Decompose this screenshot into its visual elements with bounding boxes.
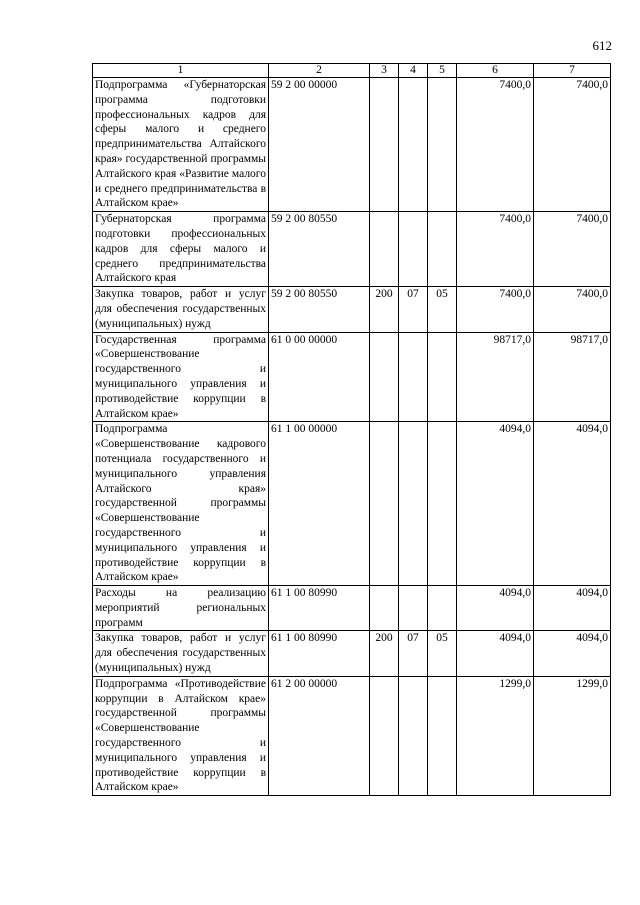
column-header: 2 xyxy=(269,64,370,78)
row-col4 xyxy=(399,78,428,212)
row-col3 xyxy=(370,78,399,212)
row-col3 xyxy=(370,586,399,631)
row-col5 xyxy=(428,422,457,586)
row-amount-7: 7400,0 xyxy=(534,212,611,287)
row-amount-7: 98717,0 xyxy=(534,332,611,422)
row-col5 xyxy=(428,676,457,795)
row-col5: 05 xyxy=(428,631,457,676)
row-amount-7: 4094,0 xyxy=(534,422,611,586)
table-row xyxy=(93,332,611,422)
row-amount-7: 1299,0 xyxy=(534,676,611,795)
row-amount-6: 7400,0 xyxy=(457,287,534,332)
row-code: 59 2 00 00000 xyxy=(269,78,370,212)
row-col4: 07 xyxy=(399,287,428,332)
column-header: 7 xyxy=(534,64,611,78)
row-name: Губернаторская программа подготовки профессиональных кадров для сферы малого и среднего предпринимательства Алтайского края xyxy=(93,212,269,287)
row-col4 xyxy=(399,586,428,631)
row-col3 xyxy=(370,676,399,795)
row-col4 xyxy=(399,676,428,795)
row-code: 61 1 00 80990 xyxy=(269,586,370,631)
row-name: Расходы на реализацию мероприятий региональных программ xyxy=(93,586,269,631)
row-col4: 07 xyxy=(399,631,428,676)
row-col5 xyxy=(428,586,457,631)
column-header: 3 xyxy=(370,64,399,78)
row-col4 xyxy=(399,332,428,422)
row-name: Подпрограмма «Совершенствование кадрового потенциала государственного и муниципального управления Алтайского края» государственной программы «Совершенствование государственного и муниципального управления и противодействие коррупции в Алтайском крае» xyxy=(93,422,269,586)
column-header: 1 xyxy=(93,64,269,78)
row-amount-7: 7400,0 xyxy=(534,78,611,212)
table-row xyxy=(93,586,611,631)
table-row xyxy=(93,422,611,586)
row-name: Подпрограмма «Противодействие коррупции в Алтайском крае» государственной программы «Совершенствование государственного и муниципального управления и противодействие коррупции в Алтайском крае» xyxy=(93,676,269,795)
table-header-row xyxy=(93,64,611,78)
row-col4 xyxy=(399,212,428,287)
row-col3 xyxy=(370,332,399,422)
row-code: 61 1 00 00000 xyxy=(269,422,370,586)
row-amount-6: 4094,0 xyxy=(457,586,534,631)
row-col5: 05 xyxy=(428,287,457,332)
page-number: 612 xyxy=(592,38,612,53)
row-amount-7: 4094,0 xyxy=(534,586,611,631)
row-code: 61 1 00 80990 xyxy=(269,631,370,676)
row-name: Государственная программа «Совершенствование государственного и муниципального управления и противодействие коррупции в Алтайском крае» xyxy=(93,332,269,422)
row-amount-6: 98717,0 xyxy=(457,332,534,422)
row-col3: 200 xyxy=(370,631,399,676)
column-header: 5 xyxy=(428,64,457,78)
row-name: Закупка товаров, работ и услуг для обеспечения государственных (муниципальных) нужд xyxy=(93,287,269,332)
row-name: Закупка товаров, работ и услуг для обеспечения государственных (муниципальных) нужд xyxy=(93,631,269,676)
table-row xyxy=(93,631,611,676)
row-col4 xyxy=(399,422,428,586)
row-col3 xyxy=(370,212,399,287)
row-amount-7: 7400,0 xyxy=(534,287,611,332)
table-row xyxy=(93,287,611,332)
row-code: 59 2 00 80550 xyxy=(269,212,370,287)
budget-table xyxy=(92,63,611,796)
row-col3: 200 xyxy=(370,287,399,332)
row-col3 xyxy=(370,422,399,586)
row-col5 xyxy=(428,212,457,287)
row-code: 59 2 00 80550 xyxy=(269,287,370,332)
row-amount-6: 7400,0 xyxy=(457,212,534,287)
column-header: 4 xyxy=(399,64,428,78)
row-col5 xyxy=(428,332,457,422)
row-code: 61 2 00 00000 xyxy=(269,676,370,795)
row-col5 xyxy=(428,78,457,212)
table-row xyxy=(93,676,611,795)
row-amount-6: 4094,0 xyxy=(457,422,534,586)
table-row xyxy=(93,212,611,287)
row-amount-6: 7400,0 xyxy=(457,78,534,212)
row-name: Подпрограмма «Губернаторская программа подготовки профессиональных кадров для сферы малого и среднего предпринимательства Алтайского края» государственной программы Алтайского края «Развитие малого и среднего предпринимательства в Алтайском крае» xyxy=(93,78,269,212)
column-header: 6 xyxy=(457,64,534,78)
table-row xyxy=(93,78,611,212)
row-amount-6: 4094,0 xyxy=(457,631,534,676)
row-code: 61 0 00 00000 xyxy=(269,332,370,422)
row-amount-7: 4094,0 xyxy=(534,631,611,676)
row-amount-6: 1299,0 xyxy=(457,676,534,795)
